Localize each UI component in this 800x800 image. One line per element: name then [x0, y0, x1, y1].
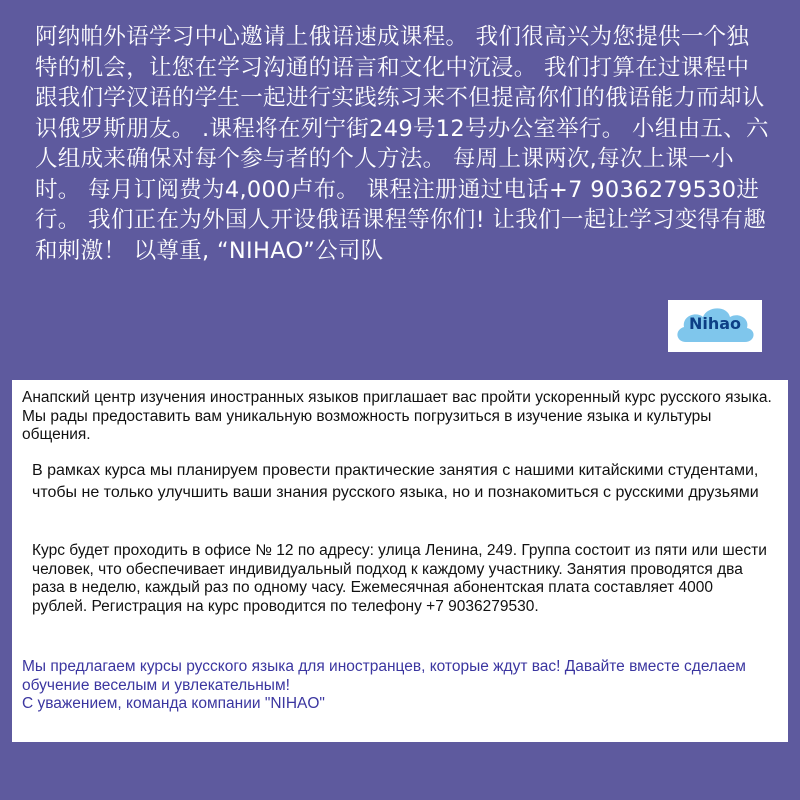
russian-course-plan: В рамках курса мы планируем провести практические занятия с нашими китайскими студентами, чтобы не только улучшить ваши знания русского языка, но и познакомиться с русскими друзьями	[32, 462, 759, 501]
russian-closing: Мы предлагаем курсы русского языка для иностранцев, которые ждут вас! Давайте вместе сделаем обучение веселым и увлекательным! С уважением, команда компании "NIHAO"	[22, 658, 746, 712]
russian-course-details: Курс будет проходить в офисе № 12 по адресу: улица Ленина, 249. Группа состоит из пяти или шести человек, что обеспечивает индивидуальный подход к каждому участнику. Занятия проводятся два раза в неделю, каждый раз по одному часу. Ежемесячная абонентская плата составляет 4000 рублей. Регистрация на курс проводится по телефону +7 9036279530.	[32, 542, 767, 615]
logo-text: Nihao	[688, 314, 742, 333]
russian-intro: Анапский центр изучения иностранных языков приглашает вас пройти ускоренный курс русского языка. Мы рады предоставить вам уникальную возможность погрузиться в изучение языка и культуры общения.	[22, 389, 772, 443]
russian-panel	[12, 380, 788, 742]
chinese-announcement: 阿纳帕外语学习中心邀请上俄语速成课程。 我们很高兴为您提供一个独特的机会，让您在学习沟通的语言和文化中沉浸。 我们打算在过课程中跟我们学汉语的学生一起进行实践练习来不但提高你们的俄语能力而却认识俄罗斯朋友。 .课程将在列宁街249号12号办公室举行。 小组由五、六人组成来确保对每个参与者的个人方法。 每周上课两次,每次上课一小时。 每月订阅费为4,000卢布。 课程注册通过电话+7 9036279530进行。 我们正在为外国人开设俄语课程等你们! 让我们一起让学习变得有趣和刺激！ 以尊重, “NIHAO”公司队	[35, 24, 769, 264]
nihao-logo	[668, 300, 762, 352]
